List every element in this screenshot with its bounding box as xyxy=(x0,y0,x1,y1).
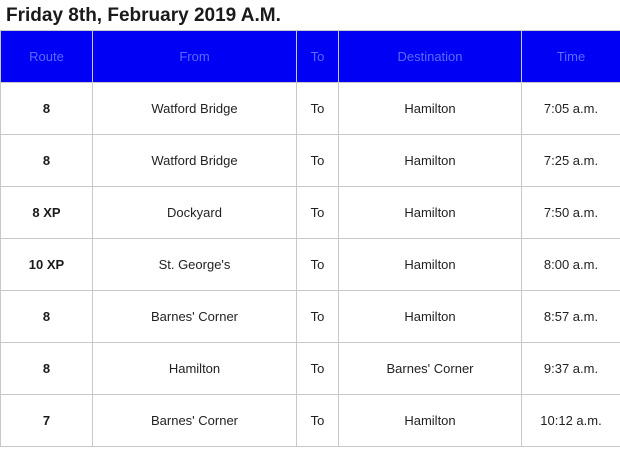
column-header-route: Route xyxy=(1,31,93,83)
route-cell: 7 xyxy=(1,395,93,447)
to-cell: To xyxy=(297,239,339,291)
route-cell: 10 XP xyxy=(1,239,93,291)
route-cell: 8 xyxy=(1,135,93,187)
to-cell: To xyxy=(297,291,339,343)
from-cell: Barnes' Corner xyxy=(93,395,297,447)
time-cell: 10:12 a.m. xyxy=(522,395,620,447)
to-cell: To xyxy=(297,343,339,395)
destination-cell: Hamilton xyxy=(339,239,522,291)
table-row xyxy=(1,291,620,343)
destination-cell: Hamilton xyxy=(339,83,522,135)
table-row xyxy=(1,83,620,135)
destination-cell: Hamilton xyxy=(339,187,522,239)
route-cell: 8 XP xyxy=(1,187,93,239)
to-cell: To xyxy=(297,135,339,187)
destination-cell: Barnes' Corner xyxy=(339,343,522,395)
column-header-to: To xyxy=(297,31,339,83)
route-cell: 8 xyxy=(1,291,93,343)
table-row xyxy=(1,239,620,291)
destination-cell: Hamilton xyxy=(339,395,522,447)
time-cell: 8:00 a.m. xyxy=(522,239,620,291)
from-cell: Watford Bridge xyxy=(93,135,297,187)
destination-cell: Hamilton xyxy=(339,135,522,187)
to-cell: To xyxy=(297,395,339,447)
from-cell: Watford Bridge xyxy=(93,83,297,135)
table-header xyxy=(1,31,620,83)
table-body xyxy=(1,83,620,447)
route-cell: 8 xyxy=(1,83,93,135)
time-cell: 7:05 a.m. xyxy=(522,83,620,135)
table-row xyxy=(1,187,620,239)
page-title: Friday 8th, February 2019 A.M. xyxy=(6,5,281,26)
to-cell: To xyxy=(297,83,339,135)
from-cell: Hamilton xyxy=(93,343,297,395)
time-cell: 9:37 a.m. xyxy=(522,343,620,395)
column-header-time: Time xyxy=(522,31,620,83)
table-row xyxy=(1,135,620,187)
table-row xyxy=(1,395,620,447)
column-header-from: From xyxy=(93,31,297,83)
route-cell: 8 xyxy=(1,343,93,395)
from-cell: St. George's xyxy=(93,239,297,291)
to-cell: To xyxy=(297,187,339,239)
destination-cell: Hamilton xyxy=(339,291,522,343)
bus-schedule-table xyxy=(0,30,620,447)
from-cell: Barnes' Corner xyxy=(93,291,297,343)
from-cell: Dockyard xyxy=(93,187,297,239)
time-cell: 7:50 a.m. xyxy=(522,187,620,239)
header-row xyxy=(1,31,620,83)
time-cell: 7:25 a.m. xyxy=(522,135,620,187)
time-cell: 8:57 a.m. xyxy=(522,291,620,343)
column-header-destination: Destination xyxy=(339,31,522,83)
table-row xyxy=(1,343,620,395)
